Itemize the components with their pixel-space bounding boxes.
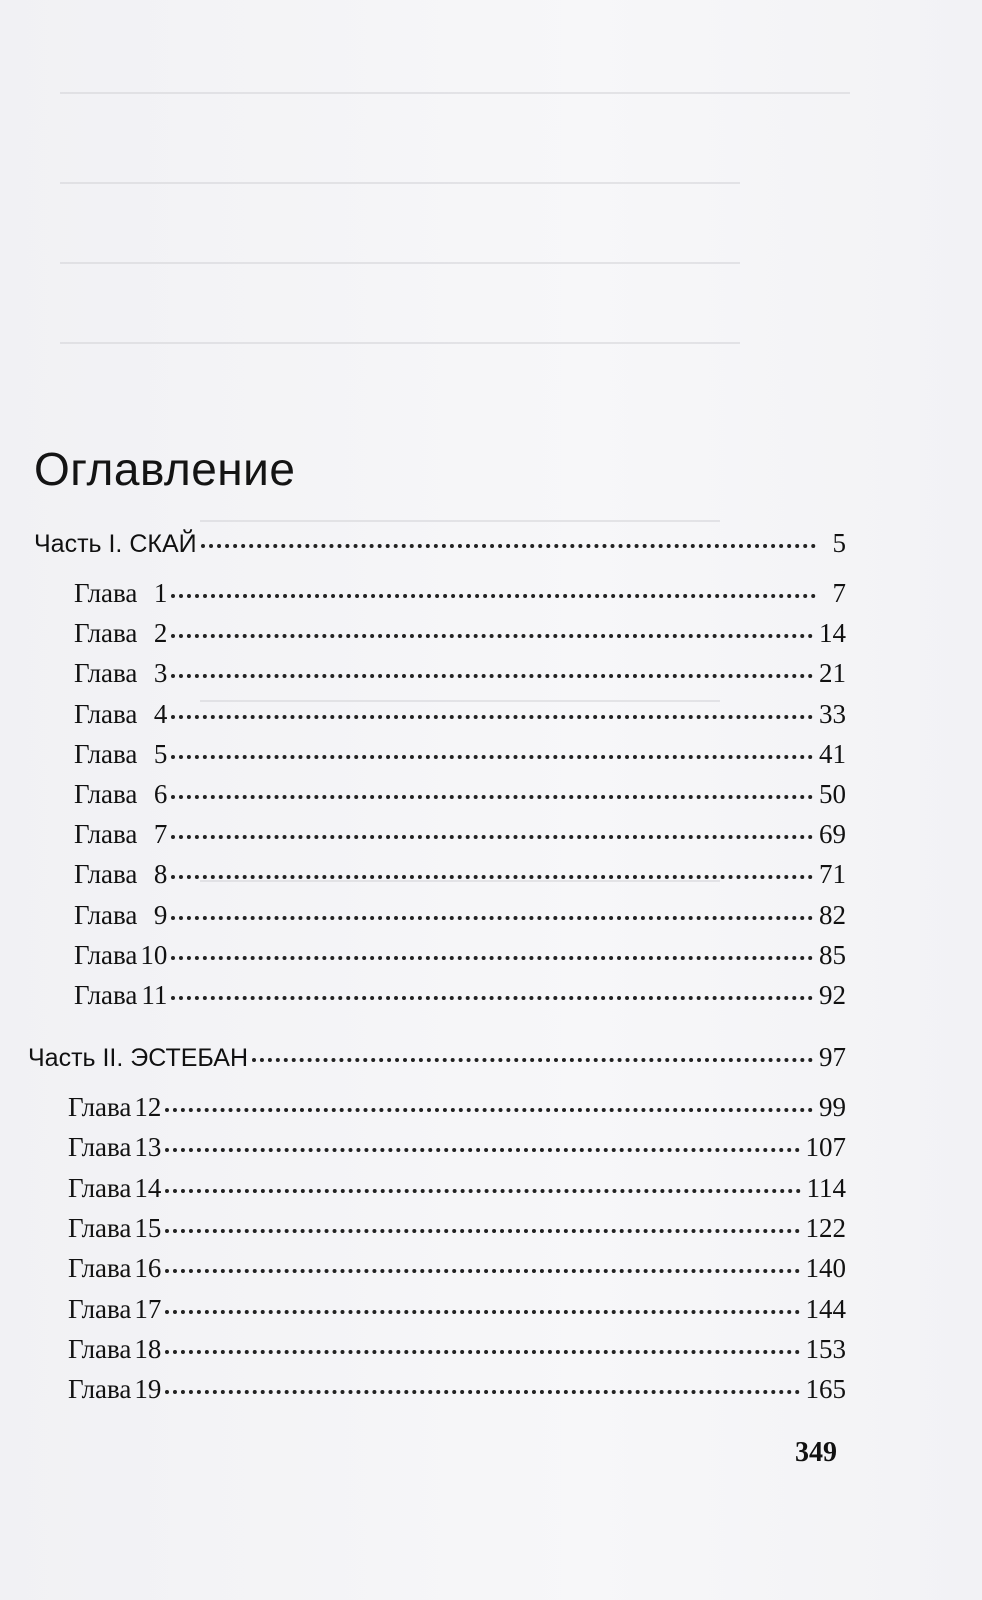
- toc-page-number: 5: [832, 528, 846, 558]
- chapter-word: Глава: [68, 1172, 132, 1203]
- toc-page-number: 41: [819, 738, 846, 769]
- toc-chapter-label: [74, 859, 167, 890]
- dot-leader: [252, 1058, 813, 1062]
- toc-page-number: 165: [805, 1374, 846, 1405]
- dot-leader: [171, 795, 813, 799]
- toc-part-label: Часть II. ЭСТЕБАН: [28, 1044, 248, 1072]
- toc-chapter-row: [74, 980, 846, 1014]
- toc-chapter-label: [68, 1374, 161, 1405]
- chapter-word: Глава: [74, 658, 138, 689]
- toc-page-number: 85: [819, 939, 846, 970]
- toc-page-number: 99: [819, 1092, 846, 1122]
- chapter-number: 10: [140, 939, 168, 970]
- chapter-word: Глава: [68, 1293, 132, 1324]
- show-through-line: [60, 262, 740, 264]
- chapter-number: 5: [153, 738, 168, 769]
- chapter-number: 12: [134, 1092, 162, 1122]
- show-through-line: [60, 92, 850, 94]
- dot-leader: [171, 875, 813, 879]
- toc-page-number: 7: [832, 578, 846, 608]
- toc-page-number: 71: [819, 859, 846, 890]
- chapter-word: Глава: [74, 939, 138, 970]
- chapter-number: 15: [134, 1212, 162, 1243]
- chapter-number: 3: [153, 658, 168, 689]
- toc-page-number: 21: [819, 658, 846, 689]
- dot-leader: [165, 1269, 799, 1273]
- chapter-number: 2: [153, 618, 168, 649]
- dot-leader: [165, 1148, 799, 1152]
- toc-chapter-label: [68, 1092, 161, 1123]
- toc-chapter-label: [68, 1213, 161, 1244]
- toc-part-label: Часть I. СКАЙ: [34, 530, 197, 558]
- chapter-word: Глава: [68, 1374, 132, 1405]
- chapter-number: 19: [134, 1374, 162, 1405]
- toc-chapter-label: [74, 739, 167, 770]
- chapter-number: 16: [134, 1253, 162, 1284]
- chapter-number: 7: [153, 819, 168, 850]
- toc-page-number: 153: [805, 1333, 846, 1364]
- show-through-line: [60, 342, 740, 344]
- toc-chapter-row: [68, 1334, 846, 1368]
- toc-chapter-row: [68, 1173, 846, 1207]
- dot-leader: [165, 1390, 799, 1394]
- dot-leader: [165, 1108, 813, 1112]
- toc-page-number: 82: [819, 899, 846, 930]
- dot-leader: [171, 835, 813, 839]
- toc-chapter-label: [74, 819, 167, 850]
- dot-leader: [165, 1229, 799, 1233]
- toc-chapter-row: [68, 1213, 846, 1247]
- toc-chapter-label: [68, 1294, 161, 1325]
- chapter-number: 18: [134, 1333, 162, 1364]
- dot-leader: [171, 715, 813, 719]
- dot-leader: [165, 1310, 799, 1314]
- toc-chapter-row: [74, 658, 846, 692]
- chapter-number: 6: [153, 779, 168, 809]
- toc-chapter-label: [74, 779, 167, 810]
- dot-leader: [201, 544, 816, 548]
- toc-chapter-label: [68, 1132, 161, 1163]
- toc-chapter-label: [68, 1253, 161, 1284]
- toc-chapter-row: [68, 1374, 846, 1408]
- toc-chapter-row: [68, 1092, 846, 1126]
- toc-chapter-label: [74, 658, 167, 689]
- toc-chapter-row: [74, 940, 846, 974]
- chapter-word: Глава: [68, 1253, 132, 1284]
- show-through-line: [200, 520, 720, 522]
- toc-page-number: 122: [805, 1212, 846, 1243]
- toc-page-number: 97: [819, 1042, 846, 1072]
- page-number: 349: [795, 1437, 837, 1468]
- chapter-word: Глава: [74, 859, 138, 890]
- chapter-number: 14: [134, 1172, 162, 1203]
- toc-chapter-label: [68, 1334, 161, 1365]
- toc-chapter-label: [74, 618, 167, 649]
- toc-page-number: 107: [805, 1132, 846, 1163]
- dot-leader: [171, 956, 813, 960]
- chapter-number: 9: [153, 899, 168, 930]
- toc-page-number: 114: [806, 1172, 846, 1203]
- toc-chapter-row: [74, 739, 846, 773]
- chapter-number: 4: [153, 698, 168, 729]
- chapter-number: 13: [134, 1132, 162, 1163]
- toc-chapter-row: [74, 779, 846, 813]
- dot-leader: [171, 996, 813, 1000]
- dot-leader: [171, 755, 813, 759]
- dot-leader: [171, 634, 813, 638]
- toc-chapter-row: [68, 1132, 846, 1166]
- chapter-word: Глава: [74, 618, 138, 649]
- toc-chapter-row: [74, 578, 846, 612]
- show-through-line: [60, 182, 740, 184]
- toc-chapter-row: [74, 618, 846, 652]
- toc-chapter-label: [74, 940, 167, 971]
- toc-chapter-label: [74, 900, 167, 931]
- chapter-number: 8: [153, 859, 168, 890]
- chapter-word: Глава: [74, 738, 138, 769]
- chapter-word: Глава: [68, 1092, 132, 1122]
- toc-page-number: 14: [819, 618, 846, 649]
- chapter-word: Глава: [74, 980, 138, 1010]
- chapter-word: Глава: [74, 899, 138, 930]
- dot-leader: [171, 674, 813, 678]
- toc-chapter-row: [74, 699, 846, 733]
- toc-page-number: 140: [805, 1253, 846, 1284]
- chapter-number: 17: [134, 1293, 162, 1324]
- dot-leader: [165, 1189, 800, 1193]
- toc-chapter-label: [68, 1173, 161, 1204]
- chapter-word: Глава: [74, 779, 138, 809]
- chapter-word: Глава: [68, 1333, 132, 1364]
- dot-leader: [171, 594, 816, 598]
- toc-chapter-label: [74, 980, 167, 1011]
- toc-page-number: 50: [819, 779, 846, 809]
- dot-leader: [165, 1350, 799, 1354]
- toc-part-row: [34, 528, 846, 562]
- chapter-word: Глава: [74, 578, 138, 608]
- chapter-number: 11: [141, 980, 168, 1010]
- toc-chapter-row: [74, 819, 846, 853]
- toc-page-number: 33: [819, 698, 846, 729]
- toc-chapter-label: [74, 578, 167, 609]
- toc-chapter-label: [74, 699, 167, 730]
- toc-page-number: 144: [805, 1293, 846, 1324]
- chapter-number: 1: [153, 578, 168, 608]
- toc-chapter-row: [74, 859, 846, 893]
- chapter-word: Глава: [68, 1212, 132, 1243]
- toc-page-number: 92: [819, 980, 846, 1010]
- dot-leader: [171, 916, 813, 920]
- toc-chapter-row: [68, 1294, 846, 1328]
- chapter-word: Глава: [74, 819, 138, 850]
- toc-page-number: 69: [819, 819, 846, 850]
- toc-chapter-row: [68, 1253, 846, 1287]
- toc-part-row: [28, 1042, 846, 1076]
- page-title: Оглавление: [34, 443, 296, 495]
- toc-chapter-row: [74, 900, 846, 934]
- chapter-word: Глава: [74, 698, 138, 729]
- chapter-word: Глава: [68, 1132, 132, 1163]
